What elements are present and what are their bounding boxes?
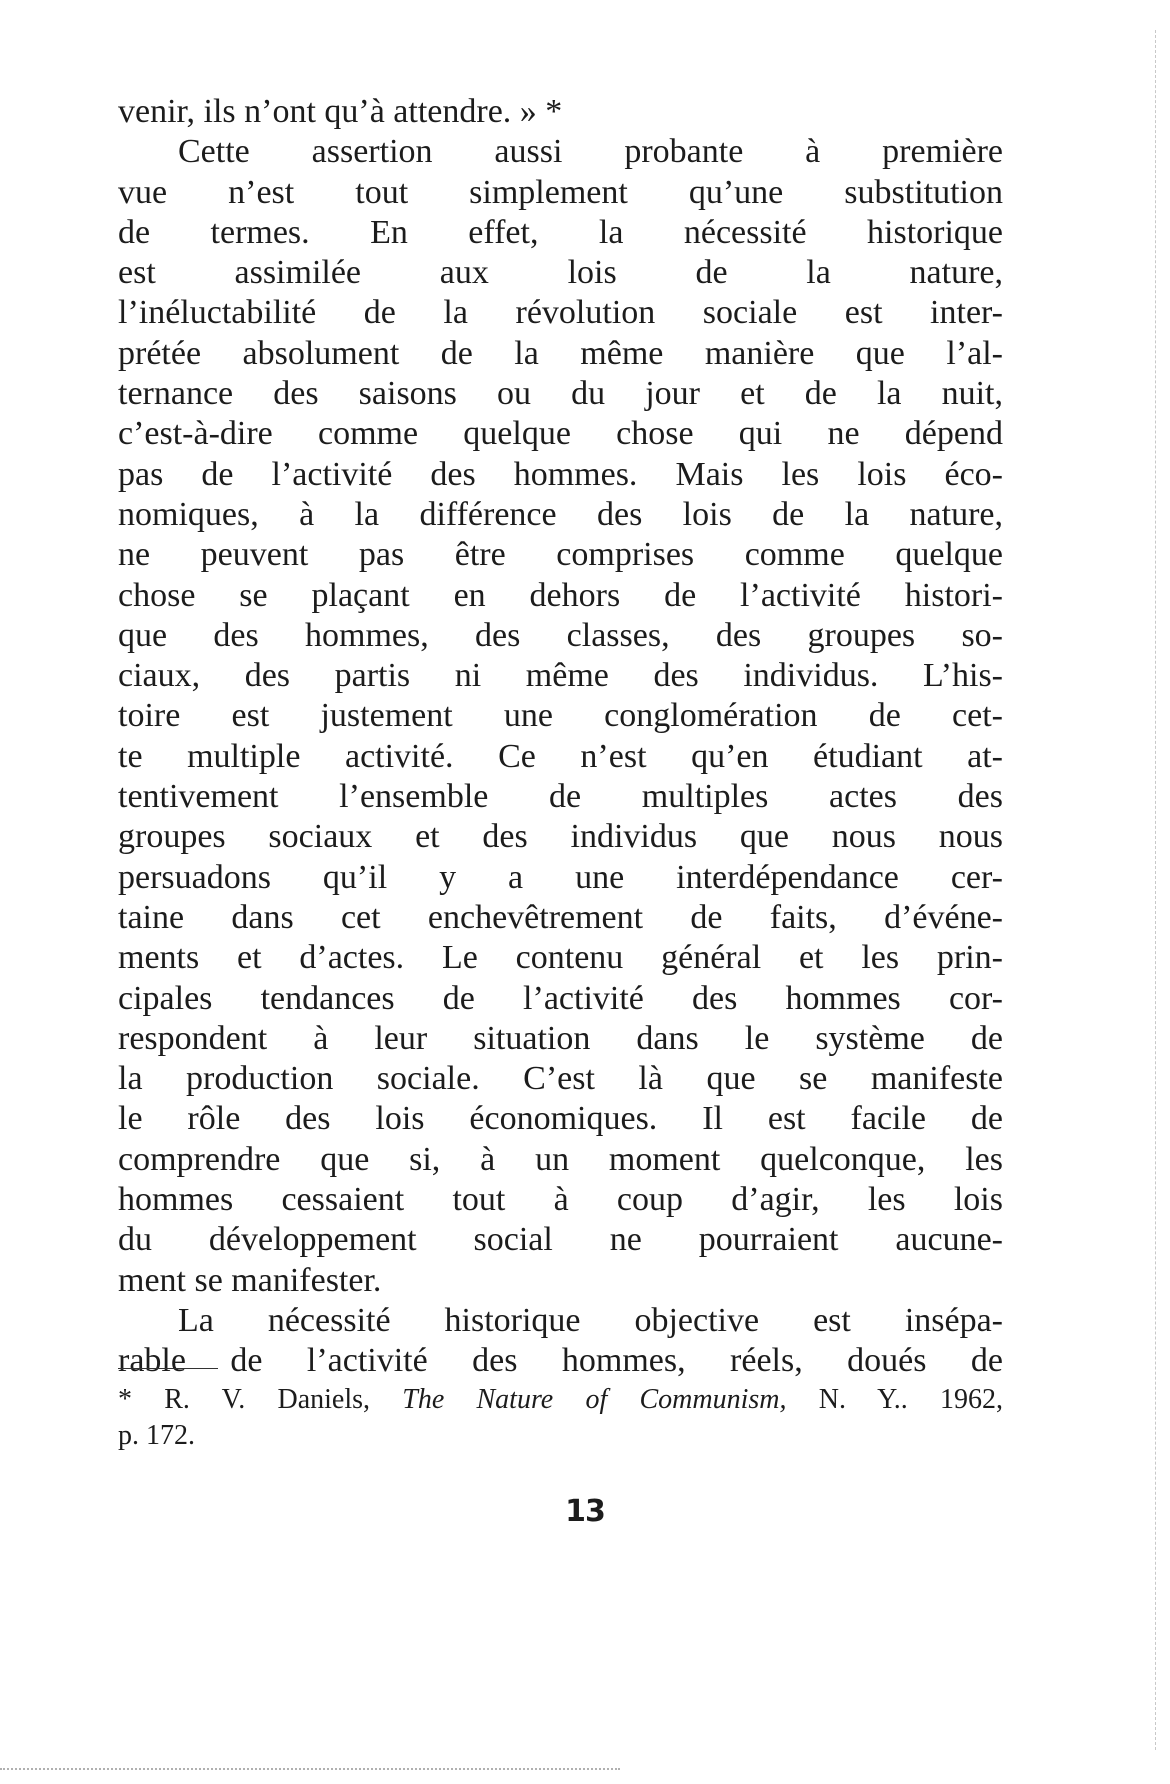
page-edge-bottom <box>0 1768 620 1770</box>
text-line: respondent à leur situation dans le système de <box>118 1019 1003 1057</box>
text-line: taine dans cet enchevêtrement de faits, d’événe- <box>118 898 1003 936</box>
page-edge-right <box>1155 30 1156 1750</box>
footnote-separator <box>118 1368 218 1369</box>
body-text <box>118 92 1003 1382</box>
text-line: groupes sociaux et des individus que nous nous <box>118 818 1003 856</box>
text-line: venir, ils n’ont qu’à attendre. » * <box>118 93 563 130</box>
footnote-pages: p. 172. <box>118 1420 195 1451</box>
text-line: cipales tendances de l’activité des hommes cor- <box>118 979 1003 1017</box>
text-line: toire est justement une conglomération de cet- <box>118 697 1003 735</box>
text-line: est assimilée aux lois de la nature, <box>118 254 1003 292</box>
text-line: que des hommes, des classes, des groupes so- <box>118 616 1003 654</box>
text-line: La nécessité historique objective est insépa- <box>178 1301 1003 1339</box>
text-line: nomiques, à la différence des lois de la nature, <box>118 495 1003 533</box>
text-line: vue n’est tout simplement qu’une substitution <box>118 173 1003 211</box>
text-line: hommes cessaient tout à coup d’agir, les lois <box>118 1181 1003 1219</box>
text-line: ne peuvent pas être comprises comme quelque <box>118 536 1003 574</box>
page-number: 13 <box>565 1494 605 1529</box>
footnote-line <box>118 1382 1003 1418</box>
text-line: du développement social ne pourraient aucune- <box>118 1221 1003 1259</box>
text-line: Cette assertion aussi probante à première <box>178 133 1003 171</box>
footnote-marker: * <box>118 1384 132 1415</box>
footnote <box>118 1382 1003 1454</box>
text-line: ternance des saisons ou du jour et de la nuit, <box>118 375 1003 413</box>
text-line: persuadons qu’il y a une interdépendance cer- <box>118 858 1003 896</box>
text-line: la production sociale. C’est là que se manifeste <box>118 1060 1003 1098</box>
footnote-title: The Nature of Communism, <box>402 1384 787 1415</box>
text-line: chose se plaçant en dehors de l’activité histori- <box>118 576 1003 614</box>
text-line: te multiple activité. Ce n’est qu’en étudiant at- <box>118 737 1003 775</box>
text-line: c’est-à-dire comme quelque chose qui ne dépend <box>118 415 1003 453</box>
footnote-place-year: N. Y.. 1962, <box>818 1384 1003 1415</box>
footnote-author: R. V. Daniels, <box>164 1384 371 1415</box>
text-line: tentivement l’ensemble de multiples actes des <box>118 778 1003 816</box>
text-line: le rôle des lois économiques. Il est facile de <box>118 1100 1003 1138</box>
text-line: comprendre que si, à un moment quelconque, les <box>118 1140 1003 1178</box>
text-line: ment se manifester. <box>118 1261 382 1299</box>
text-line: ciaux, des partis ni même des individus. L’his- <box>118 657 1003 695</box>
text-line: ments et d’actes. Le contenu général et les prin- <box>118 939 1003 977</box>
text-line: rable de l’activité des hommes, réels, doués de <box>118 1342 1003 1380</box>
text-line: pas de l’activité des hommes. Mais les lois éco- <box>118 455 1003 493</box>
text-line: l’inéluctabilité de la révolution sociale est inter- <box>118 294 1003 332</box>
text-line: de termes. En effet, la nécessité historique <box>118 213 1003 251</box>
text-line: prétée absolument de la même manière que l’al- <box>118 334 1003 372</box>
